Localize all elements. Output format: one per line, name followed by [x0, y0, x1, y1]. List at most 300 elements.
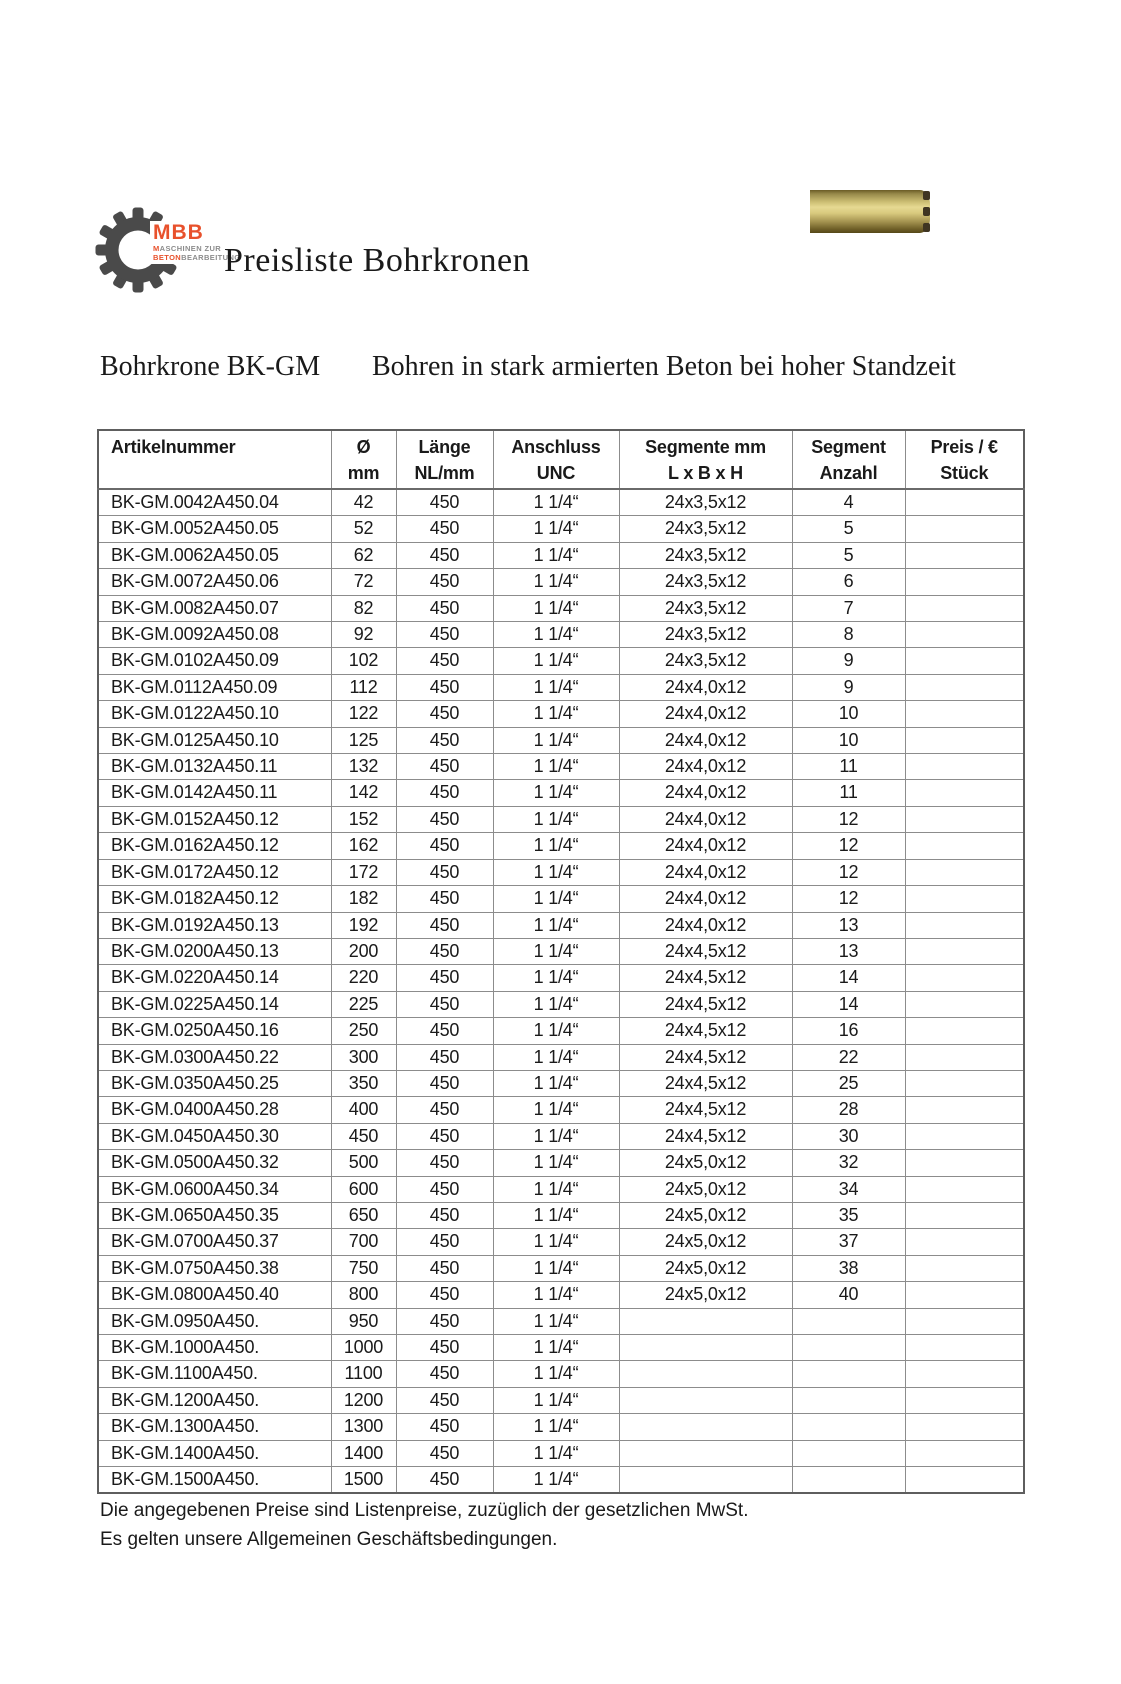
table-cell: 22 [792, 1044, 905, 1070]
table-cell: 1 1/4“ [493, 1361, 619, 1387]
table-cell [905, 754, 1024, 780]
table-cell: 1 1/4“ [493, 1335, 619, 1361]
product-description: Bohren in stark armierten Beton bei hoher Standzeit [372, 351, 956, 382]
table-cell: 1 1/4“ [493, 965, 619, 991]
logo-wordmark: MBB [153, 221, 204, 244]
table-cell: 28 [792, 1097, 905, 1123]
table-cell: 450 [396, 806, 493, 832]
table-cell: 1500 [331, 1467, 396, 1494]
table-row [98, 1361, 1024, 1387]
table-cell: 450 [396, 912, 493, 938]
table-cell: 450 [396, 965, 493, 991]
table-cell: BK-GM.0450A450.30 [98, 1123, 331, 1149]
table-cell [792, 1440, 905, 1466]
table-cell: 1 1/4“ [493, 886, 619, 912]
table-cell: 24x4,0x12 [619, 833, 792, 859]
table-cell [905, 1229, 1024, 1255]
table-cell: 450 [396, 622, 493, 648]
table-cell: 102 [331, 648, 396, 674]
table-cell: 12 [792, 859, 905, 885]
table-cell: 1100 [331, 1361, 396, 1387]
table-cell: BK-GM.0225A450.14 [98, 991, 331, 1017]
table-cell: 24x3,5x12 [619, 569, 792, 595]
table-row [98, 648, 1024, 674]
table-cell: 192 [331, 912, 396, 938]
table-cell: 800 [331, 1282, 396, 1308]
table-cell: 350 [331, 1070, 396, 1096]
table-cell [905, 1255, 1024, 1281]
table-cell: 152 [331, 806, 396, 832]
table-cell: BK-GM.0200A450.13 [98, 938, 331, 964]
table-cell: 62 [331, 542, 396, 568]
table-cell: 220 [331, 965, 396, 991]
table-cell: 1 1/4“ [493, 648, 619, 674]
table-cell: 1 1/4“ [493, 859, 619, 885]
table-cell [905, 489, 1024, 516]
table-cell: 10 [792, 701, 905, 727]
table-cell: 9 [792, 648, 905, 674]
table-cell: 112 [331, 674, 396, 700]
table-cell [905, 886, 1024, 912]
table-cell: 14 [792, 965, 905, 991]
logo-tagline-1: MASCHINEN ZUR [153, 244, 222, 253]
table-cell [905, 1387, 1024, 1413]
table-cell: BK-GM.0072A450.06 [98, 569, 331, 595]
table-cell: 450 [396, 1229, 493, 1255]
table-cell: 24x3,5x12 [619, 516, 792, 542]
table-row [98, 516, 1024, 542]
table-row [98, 542, 1024, 568]
col-header-preis: Preis / € Stück [905, 430, 1024, 489]
table-cell: 450 [396, 1123, 493, 1149]
table-cell [905, 1150, 1024, 1176]
bit-segment [923, 191, 930, 200]
table-cell: 24x4,5x12 [619, 938, 792, 964]
table-cell: 1400 [331, 1440, 396, 1466]
table-cell: BK-GM.1500A450. [98, 1467, 331, 1494]
table-cell: 1 1/4“ [493, 622, 619, 648]
table-cell: 24x4,5x12 [619, 1123, 792, 1149]
table-cell: 24x4,0x12 [619, 859, 792, 885]
table-cell: 1 1/4“ [493, 1440, 619, 1466]
table-cell [905, 595, 1024, 621]
table-cell: 24x4,0x12 [619, 886, 792, 912]
table-cell [905, 1361, 1024, 1387]
table-cell: BK-GM.1400A450. [98, 1440, 331, 1466]
table-cell [905, 1335, 1024, 1361]
table-cell: 1000 [331, 1335, 396, 1361]
table-row [98, 1044, 1024, 1070]
table-cell [792, 1387, 905, 1413]
table-cell: 1 1/4“ [493, 516, 619, 542]
table-cell: 24x4,5x12 [619, 1097, 792, 1123]
table-cell: 1 1/4“ [493, 701, 619, 727]
table-cell: 16 [792, 1018, 905, 1044]
table-cell [792, 1308, 905, 1334]
table-cell: 34 [792, 1176, 905, 1202]
table-row [98, 569, 1024, 595]
table-cell: BK-GM.1100A450. [98, 1361, 331, 1387]
table-cell: 450 [396, 859, 493, 885]
table-cell [619, 1467, 792, 1494]
table-row [98, 1229, 1024, 1255]
table-cell: 24x4,5x12 [619, 1018, 792, 1044]
table-cell: 24x5,0x12 [619, 1229, 792, 1255]
table-cell: 13 [792, 912, 905, 938]
table-cell: BK-GM.0192A450.13 [98, 912, 331, 938]
table-cell: 11 [792, 754, 905, 780]
table-row [98, 780, 1024, 806]
table-cell: BK-GM.0132A450.11 [98, 754, 331, 780]
table-cell: 1 1/4“ [493, 833, 619, 859]
table-cell: 1 1/4“ [493, 489, 619, 516]
table-cell: 450 [396, 1070, 493, 1096]
table-cell: 9 [792, 674, 905, 700]
table-row [98, 833, 1024, 859]
table-cell: 450 [396, 1044, 493, 1070]
table-row [98, 1414, 1024, 1440]
price-table-body [98, 489, 1024, 1493]
table-cell: 13 [792, 938, 905, 964]
table-cell: 24x4,5x12 [619, 991, 792, 1017]
table-row [98, 1123, 1024, 1149]
table-cell [792, 1335, 905, 1361]
table-row [98, 1440, 1024, 1466]
table-cell: 11 [792, 780, 905, 806]
table-cell [905, 1440, 1024, 1466]
table-row [98, 886, 1024, 912]
bit-segment [923, 207, 930, 216]
table-cell: 12 [792, 806, 905, 832]
table-cell: 82 [331, 595, 396, 621]
col-header-artikelnummer: Artikelnummer [98, 430, 331, 489]
table-cell: 450 [396, 516, 493, 542]
table-cell: 1200 [331, 1387, 396, 1413]
table-cell [905, 1308, 1024, 1334]
footer-line-1: Die angegebenen Preise sind Listenpreise, zuzüglich der gesetzlichen MwSt. [100, 1500, 749, 1521]
table-cell: BK-GM.0112A450.09 [98, 674, 331, 700]
table-cell: 24x4,0x12 [619, 754, 792, 780]
table-cell: 450 [396, 754, 493, 780]
table-cell: 24x4,5x12 [619, 965, 792, 991]
table-cell: BK-GM.1000A450. [98, 1335, 331, 1361]
table-cell: 450 [331, 1123, 396, 1149]
table-cell: BK-GM.0162A450.12 [98, 833, 331, 859]
table-cell [905, 727, 1024, 753]
table-cell: BK-GM.0062A450.05 [98, 542, 331, 568]
table-cell: BK-GM.0600A450.34 [98, 1176, 331, 1202]
table-cell: BK-GM.0400A450.28 [98, 1097, 331, 1123]
table-cell: 92 [331, 622, 396, 648]
table-row [98, 1335, 1024, 1361]
table-cell: 1 1/4“ [493, 938, 619, 964]
col-header-laenge: Länge NL/mm [396, 430, 493, 489]
table-cell: 162 [331, 833, 396, 859]
table-cell [619, 1387, 792, 1413]
table-cell: 950 [331, 1308, 396, 1334]
table-cell: 1 1/4“ [493, 806, 619, 832]
table-row [98, 1202, 1024, 1228]
table-cell: 600 [331, 1176, 396, 1202]
table-cell: 650 [331, 1202, 396, 1228]
table-cell: 40 [792, 1282, 905, 1308]
table-cell: BK-GM.0700A450.37 [98, 1229, 331, 1255]
table-row [98, 754, 1024, 780]
footer-line-2: Es gelten unsere Allgemeinen Geschäftsbedingungen. [100, 1529, 558, 1550]
table-row [98, 1150, 1024, 1176]
table-cell: 1 1/4“ [493, 595, 619, 621]
table-cell: 24x4,5x12 [619, 1044, 792, 1070]
table-row [98, 1387, 1024, 1413]
table-cell [905, 912, 1024, 938]
table-cell: 8 [792, 622, 905, 648]
table-cell: BK-GM.0172A450.12 [98, 859, 331, 885]
table-cell [792, 1414, 905, 1440]
table-cell [619, 1440, 792, 1466]
table-cell [905, 1044, 1024, 1070]
table-cell: 24x4,0x12 [619, 780, 792, 806]
table-cell: 450 [396, 569, 493, 595]
table-cell: 450 [396, 780, 493, 806]
table-cell: 450 [396, 595, 493, 621]
table-cell [905, 1202, 1024, 1228]
table-cell: 132 [331, 754, 396, 780]
table-cell [905, 965, 1024, 991]
table-cell: 1 1/4“ [493, 1229, 619, 1255]
table-cell: BK-GM.0750A450.38 [98, 1255, 331, 1281]
table-cell: 12 [792, 886, 905, 912]
table-cell: 7 [792, 595, 905, 621]
table-cell: 450 [396, 886, 493, 912]
table-cell [905, 1176, 1024, 1202]
table-cell: 1 1/4“ [493, 1150, 619, 1176]
table-cell: 24x4,0x12 [619, 806, 792, 832]
table-cell: 1 1/4“ [493, 1282, 619, 1308]
table-cell: 14 [792, 991, 905, 1017]
table-cell: 500 [331, 1150, 396, 1176]
table-cell: 450 [396, 1097, 493, 1123]
table-cell [905, 991, 1024, 1017]
table-cell: 450 [396, 1440, 493, 1466]
table-cell [619, 1414, 792, 1440]
table-cell: 38 [792, 1255, 905, 1281]
table-cell [905, 516, 1024, 542]
table-cell: 5 [792, 542, 905, 568]
table-cell: 450 [396, 727, 493, 753]
table-cell: 450 [396, 648, 493, 674]
table-cell: 450 [396, 833, 493, 859]
table-cell: BK-GM.0650A450.35 [98, 1202, 331, 1228]
table-cell [905, 1282, 1024, 1308]
table-cell: BK-GM.0350A450.25 [98, 1070, 331, 1096]
page-title: Preisliste Bohrkronen [224, 242, 531, 279]
table-cell: BK-GM.0220A450.14 [98, 965, 331, 991]
table-cell: 450 [396, 542, 493, 568]
table-cell: 24x4,0x12 [619, 727, 792, 753]
table-cell: BK-GM.0122A450.10 [98, 701, 331, 727]
table-cell: BK-GM.0182A450.12 [98, 886, 331, 912]
table-cell: 182 [331, 886, 396, 912]
table-cell: 24x5,0x12 [619, 1202, 792, 1228]
table-cell: 1 1/4“ [493, 1044, 619, 1070]
table-cell: 450 [396, 938, 493, 964]
table-cell: BK-GM.0052A450.05 [98, 516, 331, 542]
table-cell: 122 [331, 701, 396, 727]
table-row [98, 595, 1024, 621]
table-cell: 450 [396, 1335, 493, 1361]
price-table-header [98, 430, 1024, 489]
table-row [98, 727, 1024, 753]
col-header-anschluss: Anschluss UNC [493, 430, 619, 489]
table-row [98, 1255, 1024, 1281]
table-cell [905, 542, 1024, 568]
table-row [98, 674, 1024, 700]
table-row [98, 1176, 1024, 1202]
table-cell: 700 [331, 1229, 396, 1255]
table-cell: 450 [396, 1255, 493, 1281]
table-cell: 1 1/4“ [493, 754, 619, 780]
table-cell: 1 1/4“ [493, 1097, 619, 1123]
header-row [98, 430, 1024, 489]
table-row [98, 965, 1024, 991]
subtitle-row [0, 351, 1121, 385]
table-cell: 450 [396, 674, 493, 700]
table-row [98, 1018, 1024, 1044]
table-cell: 37 [792, 1229, 905, 1255]
table-cell [905, 622, 1024, 648]
table-cell [905, 833, 1024, 859]
table-cell: 35 [792, 1202, 905, 1228]
table-cell: 172 [331, 859, 396, 885]
table-cell: 1 1/4“ [493, 1018, 619, 1044]
table-cell: BK-GM.0950A450. [98, 1308, 331, 1334]
table-cell: 24x3,5x12 [619, 622, 792, 648]
table-cell: BK-GM.1200A450. [98, 1387, 331, 1413]
table-cell: BK-GM.0092A450.08 [98, 622, 331, 648]
table-cell: 450 [396, 1282, 493, 1308]
table-cell: 24x3,5x12 [619, 542, 792, 568]
table-cell: 1 1/4“ [493, 569, 619, 595]
table-cell: 450 [396, 991, 493, 1017]
table-cell: 24x5,0x12 [619, 1150, 792, 1176]
table-cell [792, 1467, 905, 1494]
table-cell [905, 1018, 1024, 1044]
table-cell [905, 859, 1024, 885]
table-cell: 1 1/4“ [493, 1414, 619, 1440]
table-cell: 1 1/4“ [493, 727, 619, 753]
table-cell: 225 [331, 991, 396, 1017]
table-cell: 24x5,0x12 [619, 1282, 792, 1308]
table-cell: BK-GM.0300A450.22 [98, 1044, 331, 1070]
table-cell: 4 [792, 489, 905, 516]
table-cell: 6 [792, 569, 905, 595]
footer-note [100, 1496, 749, 1554]
table-cell: 1 1/4“ [493, 1308, 619, 1334]
table-cell: 450 [396, 1467, 493, 1494]
col-header-segment-anzahl: Segment Anzahl [792, 430, 905, 489]
table-row [98, 1308, 1024, 1334]
table-cell: 1300 [331, 1414, 396, 1440]
table-cell: 24x3,5x12 [619, 595, 792, 621]
table-cell: 24x3,5x12 [619, 489, 792, 516]
table-cell: 450 [396, 1202, 493, 1228]
table-cell: 125 [331, 727, 396, 753]
table-cell: 30 [792, 1123, 905, 1149]
table-cell: 24x4,0x12 [619, 674, 792, 700]
logo-tagline-2: BETONBEARBEITUNG [153, 253, 241, 262]
table-cell: BK-GM.0152A450.12 [98, 806, 331, 832]
table-cell: 1 1/4“ [493, 1176, 619, 1202]
table-cell: 450 [396, 489, 493, 516]
table-cell [905, 674, 1024, 700]
col-header-segmente: Segmente mm L x B x H [619, 430, 792, 489]
table-cell: 24x5,0x12 [619, 1255, 792, 1281]
table-cell: 42 [331, 489, 396, 516]
table-cell: BK-GM.0102A450.09 [98, 648, 331, 674]
table-row [98, 1282, 1024, 1308]
table-row [98, 912, 1024, 938]
table-cell: BK-GM.0800A450.40 [98, 1282, 331, 1308]
table-cell: 1 1/4“ [493, 1123, 619, 1149]
table-cell: 5 [792, 516, 905, 542]
table-cell: 10 [792, 727, 905, 753]
table-cell [792, 1361, 905, 1387]
table-cell: 12 [792, 833, 905, 859]
table-cell [905, 806, 1024, 832]
table-cell: 1 1/4“ [493, 674, 619, 700]
table-cell: 32 [792, 1150, 905, 1176]
table-row [98, 489, 1024, 516]
table-row [98, 1070, 1024, 1096]
table-cell: 450 [396, 1150, 493, 1176]
table-cell: 24x4,5x12 [619, 1070, 792, 1096]
table-cell: 24x4,0x12 [619, 912, 792, 938]
table-cell [619, 1361, 792, 1387]
table-cell [905, 1123, 1024, 1149]
table-cell [905, 648, 1024, 674]
table-cell: 450 [396, 1387, 493, 1413]
table-cell: 1 1/4“ [493, 1070, 619, 1096]
table-cell [905, 1097, 1024, 1123]
table-row [98, 859, 1024, 885]
table-cell [905, 1414, 1024, 1440]
col-header-durchmesser: Ø mm [331, 430, 396, 489]
table-cell: 24x5,0x12 [619, 1176, 792, 1202]
table-cell: 142 [331, 780, 396, 806]
table-cell: 450 [396, 1176, 493, 1202]
table-cell: 24x4,0x12 [619, 701, 792, 727]
table-cell [905, 1070, 1024, 1096]
table-cell: BK-GM.0500A450.32 [98, 1150, 331, 1176]
table-cell: 250 [331, 1018, 396, 1044]
table-cell: 450 [396, 1308, 493, 1334]
table-cell: 1 1/4“ [493, 1202, 619, 1228]
table-cell [905, 938, 1024, 964]
table-cell: 200 [331, 938, 396, 964]
table-cell: 1 1/4“ [493, 542, 619, 568]
product-line-name: Bohrkrone BK-GM [100, 351, 321, 382]
table-cell: 1 1/4“ [493, 1387, 619, 1413]
table-cell [905, 569, 1024, 595]
table-cell: BK-GM.0082A450.07 [98, 595, 331, 621]
bit-segment [923, 223, 930, 232]
drill-core-bit-image [810, 190, 930, 233]
table-cell: 25 [792, 1070, 905, 1096]
table-cell: 450 [396, 1018, 493, 1044]
table-cell: BK-GM.0042A450.04 [98, 489, 331, 516]
table-cell: 400 [331, 1097, 396, 1123]
table-cell: 1 1/4“ [493, 1467, 619, 1494]
